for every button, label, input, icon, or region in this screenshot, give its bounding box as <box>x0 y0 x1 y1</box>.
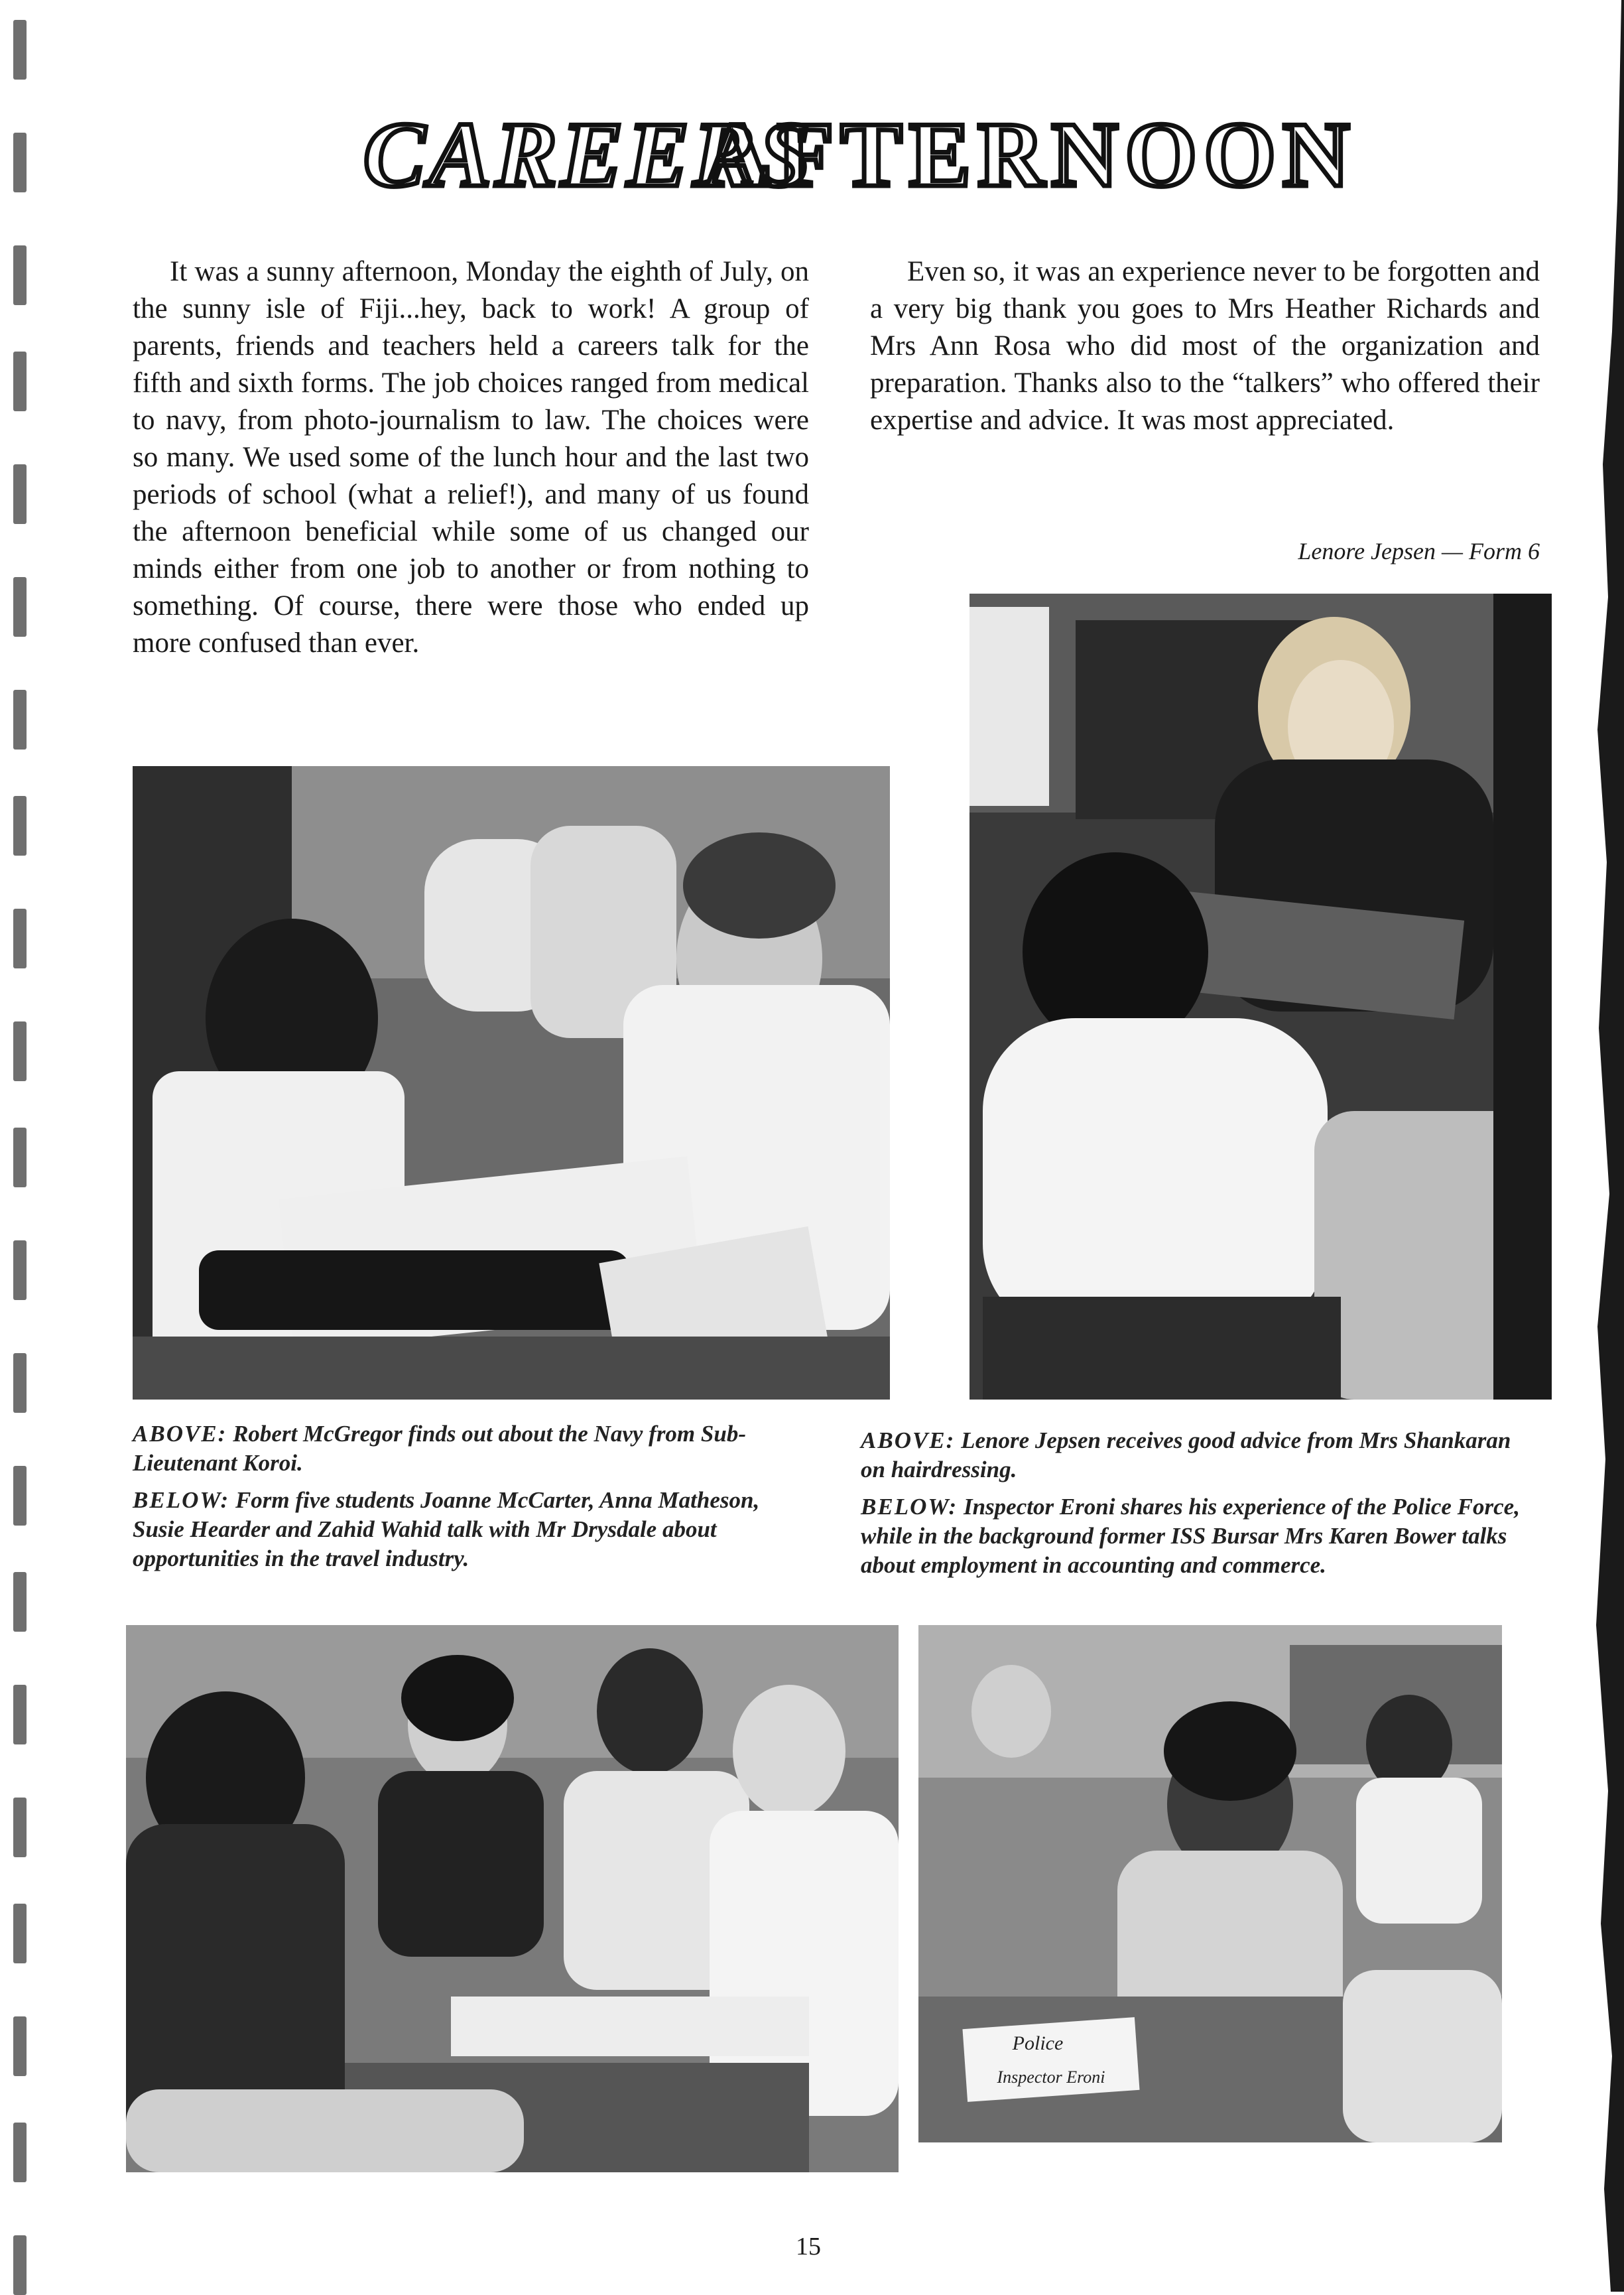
binding-hole <box>13 352 27 411</box>
caption-lead: ABOVE: <box>861 1427 956 1453</box>
title-art-afternoon <box>704 103 1356 206</box>
caption-lead: ABOVE: <box>133 1421 227 1447</box>
caption-right <box>861 1426 1524 1588</box>
binding-hole <box>13 464 27 524</box>
caption-left-above <box>133 1419 809 1478</box>
binding-hole <box>13 1021 27 1081</box>
binding-hole <box>13 1240 27 1300</box>
caption-text: Robert McGregor finds out about the Navy from Sub-Lieutenant Koroi. <box>133 1421 746 1476</box>
caption-left <box>133 1419 809 1581</box>
caption-text: Inspector Eroni shares his experience of the Police Force, while in the background former ISS Bursar Mrs Karen Bower talks about employment in accounting and commerce. <box>861 1494 1520 1578</box>
page-title <box>0 93 1624 226</box>
police-sign-line2: Inspector Eroni <box>997 2067 1105 2087</box>
binding-hole <box>13 2016 27 2076</box>
caption-right-below <box>861 1492 1524 1580</box>
binding-hole <box>13 1466 27 1526</box>
photo-police-inspector <box>918 1625 1502 2142</box>
author-signature: Lenore Jepsen — Form 6 <box>1298 538 1540 564</box>
binding-hole <box>13 20 27 80</box>
article-column-left <box>133 253 809 662</box>
binding-hole <box>13 1685 27 1744</box>
spiral-binding <box>8 0 34 2292</box>
article-column-right <box>870 253 1540 439</box>
svg-text:CAREERS: CAREERS <box>363 103 815 206</box>
binding-hole <box>13 245 27 305</box>
caption-text: Form five students Joanne McCarter, Anna Matheson, Susie Hearder and Zahid Wahid talk with Mr Drysdale about opportunities in the travel industry. <box>133 1487 760 1571</box>
photo-travel-industry <box>126 1625 899 2172</box>
page-number: 15 <box>796 2233 821 2261</box>
binding-hole <box>13 1904 27 1963</box>
photo-navy-talk <box>133 766 890 1400</box>
svg-text:AFTERNOON: AFTERNOON <box>703 103 1357 206</box>
police-sign-line1: Police <box>1012 2032 1064 2054</box>
caption-lead: BELOW: <box>133 1487 230 1513</box>
binding-hole <box>13 1798 27 1857</box>
binding-hole <box>13 1572 27 1632</box>
binding-hole <box>13 796 27 856</box>
binding-hole <box>13 577 27 637</box>
torn-page-edge <box>1564 0 1624 2292</box>
article-paragraph: It was a sunny afternoon, Monday the eighth of July, on the sunny isle of Fiji...hey, back to work! A group of parents, friends and teachers held a careers talk for the fifth and sixth forms. The job choices ranged from medical to navy, from photo-journalism to law. The choices were so many. We used some of the lunch hour and the last two periods of school (what a relief!), and many of us found the afternoon beneficial while some of us changed our minds either from one job to another or from nothing to something. Of course, there were those who ended up more confused than ever. <box>133 256 809 659</box>
caption-right-above <box>861 1426 1524 1484</box>
binding-hole <box>13 909 27 968</box>
binding-hole <box>13 690 27 750</box>
article-paragraph: Even so, it was an experience never to be forgotten and a very big thank you goes to Mrs Heather Richards and Mrs Ann Rosa who did most of the organization and preparation. Thanks also to the “talkers” who offered their expertise and advice. It was most appreciated. <box>870 256 1540 436</box>
binding-hole <box>13 1353 27 1413</box>
caption-lead: BELOW: <box>861 1494 958 1520</box>
photo-hairdressing-advice <box>969 594 1552 1400</box>
caption-left-below <box>133 1486 809 1573</box>
binding-hole <box>13 1128 27 1187</box>
caption-text: Lenore Jepsen receives good advice from Mrs Shankaran on hairdressing. <box>861 1427 1511 1482</box>
binding-hole <box>13 2235 27 2295</box>
binding-hole <box>13 2123 27 2182</box>
